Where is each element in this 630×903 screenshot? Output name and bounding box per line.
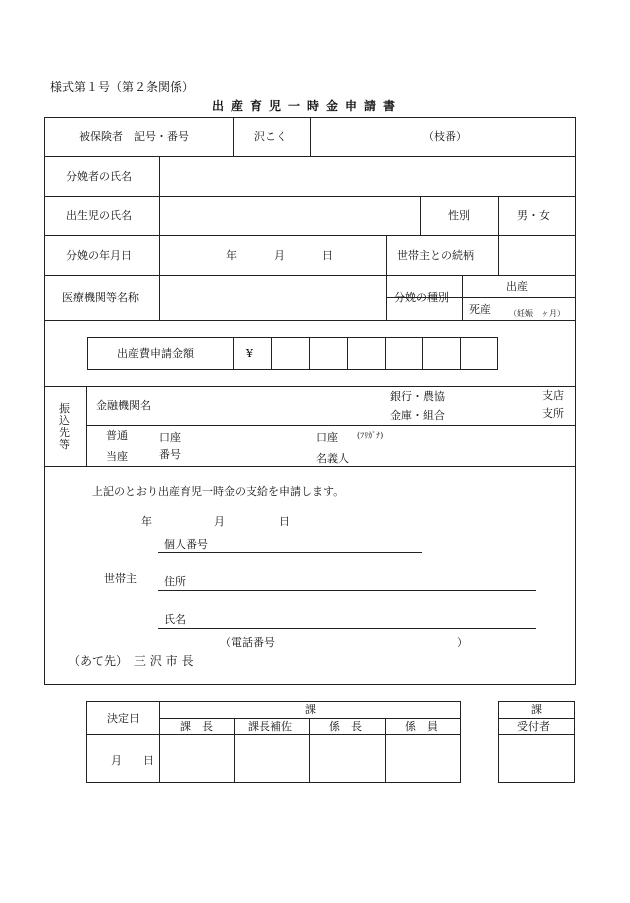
- pregnancy-months-note: （妊娠 ヶ月）: [509, 309, 565, 318]
- account-number-label-2: 番号: [159, 448, 181, 461]
- institution-field[interactable]: [170, 390, 380, 422]
- delivery-year: 年: [226, 249, 237, 262]
- mother-name-field[interactable]: [160, 157, 575, 195]
- name-field[interactable]: [200, 610, 536, 627]
- facility-name-field[interactable]: [160, 276, 385, 319]
- mother-name-label: 分娩者の氏名: [66, 170, 132, 183]
- delivery-date-label: 分娩の年月日: [66, 249, 132, 262]
- form-number: 様式第１号（第２条関係）: [50, 80, 195, 94]
- transfer-side-label-3: 先: [59, 426, 70, 439]
- account-holder-label-2: 名義人: [316, 452, 349, 465]
- account-type-ordinary[interactable]: 普通: [106, 429, 128, 442]
- transfer-side-label-1: 振: [59, 402, 70, 415]
- office-approval-table: [86, 701, 461, 783]
- amount-digits-field[interactable]: [272, 338, 497, 369]
- decision-day: 日: [143, 754, 154, 767]
- householder-label: 世帯主: [104, 572, 137, 585]
- child-name-label: 出生児の氏名: [66, 209, 132, 222]
- subchief-header: 係 長: [329, 720, 362, 733]
- decision-date-label: 決定日: [107, 712, 140, 725]
- insured-number-label: 被保険者 記号・番号: [79, 130, 189, 143]
- decision-month: 月: [111, 754, 122, 767]
- receiver-header: 受付者: [517, 720, 550, 733]
- declaration-text: 上記のとおり出産育児一時金の支給を申請します。: [92, 485, 345, 498]
- apply-day: 日: [279, 515, 290, 528]
- sex-label: 性別: [448, 209, 470, 222]
- account-number-label-1: 口座: [159, 431, 181, 444]
- my-number-field[interactable]: [218, 535, 422, 551]
- transfer-side-label-4: 等: [59, 438, 70, 451]
- relation-field[interactable]: [499, 236, 575, 274]
- transfer-side-label-2: 込: [59, 414, 70, 427]
- name-label: 氏名: [164, 613, 186, 626]
- facility-name-label: 医療機関等名称: [62, 291, 139, 304]
- chief-header: 課 長: [180, 720, 213, 733]
- account-holder-label-1: 口座: [316, 431, 338, 444]
- delivery-type-label: 分娩の種別: [394, 291, 449, 304]
- phone-field[interactable]: [290, 634, 450, 650]
- my-number-label: 個人番号: [164, 538, 208, 551]
- staff-header: 係 員: [405, 720, 438, 733]
- deputy-header: 課長補佐: [248, 720, 292, 733]
- apply-year: 年: [141, 515, 152, 528]
- section-header: 課: [305, 703, 316, 716]
- branch-store-label[interactable]: 支店: [542, 389, 564, 402]
- phone-close: ）: [457, 636, 468, 649]
- delivery-type-birth[interactable]: 出産: [506, 280, 528, 293]
- account-holder-field[interactable]: [395, 428, 570, 462]
- bank-type-credit[interactable]: 金庫・組合: [390, 409, 445, 422]
- apply-month: 月: [214, 515, 225, 528]
- bank-type-bank[interactable]: 銀行・農協: [390, 390, 445, 403]
- form-title: 出産育児一時金申請書: [212, 99, 403, 113]
- amount-label: 出産費申請金額: [117, 347, 194, 360]
- sex-options[interactable]: 男・女: [517, 209, 550, 222]
- yen-sign: ¥: [246, 347, 253, 360]
- address-field[interactable]: [200, 572, 536, 589]
- address-label: 住所: [164, 575, 186, 588]
- addressee: （あて先） 三 沢 市 長: [68, 654, 194, 668]
- institution-label: 金融機関名: [96, 399, 151, 412]
- account-type-current[interactable]: 当座: [106, 450, 128, 463]
- delivery-month: 月: [274, 249, 285, 262]
- delivery-type-stillbirth[interactable]: 死産: [469, 303, 491, 316]
- insured-number-field[interactable]: [311, 118, 575, 155]
- furigana-label: (ﾌﾘｶﾞﾅ): [357, 431, 384, 440]
- account-number-field[interactable]: [192, 428, 302, 462]
- delivery-day: 日: [322, 249, 333, 262]
- phone-label: （電話番号: [220, 636, 275, 649]
- reception-section-header: 課: [531, 703, 542, 716]
- relation-label: 世帯主との続柄: [397, 249, 474, 262]
- insured-prefix: 沢こく: [254, 130, 287, 143]
- branch-number-label: （枝番）: [423, 130, 467, 143]
- branch-office-label[interactable]: 支所: [542, 407, 564, 420]
- child-name-field[interactable]: [160, 197, 419, 234]
